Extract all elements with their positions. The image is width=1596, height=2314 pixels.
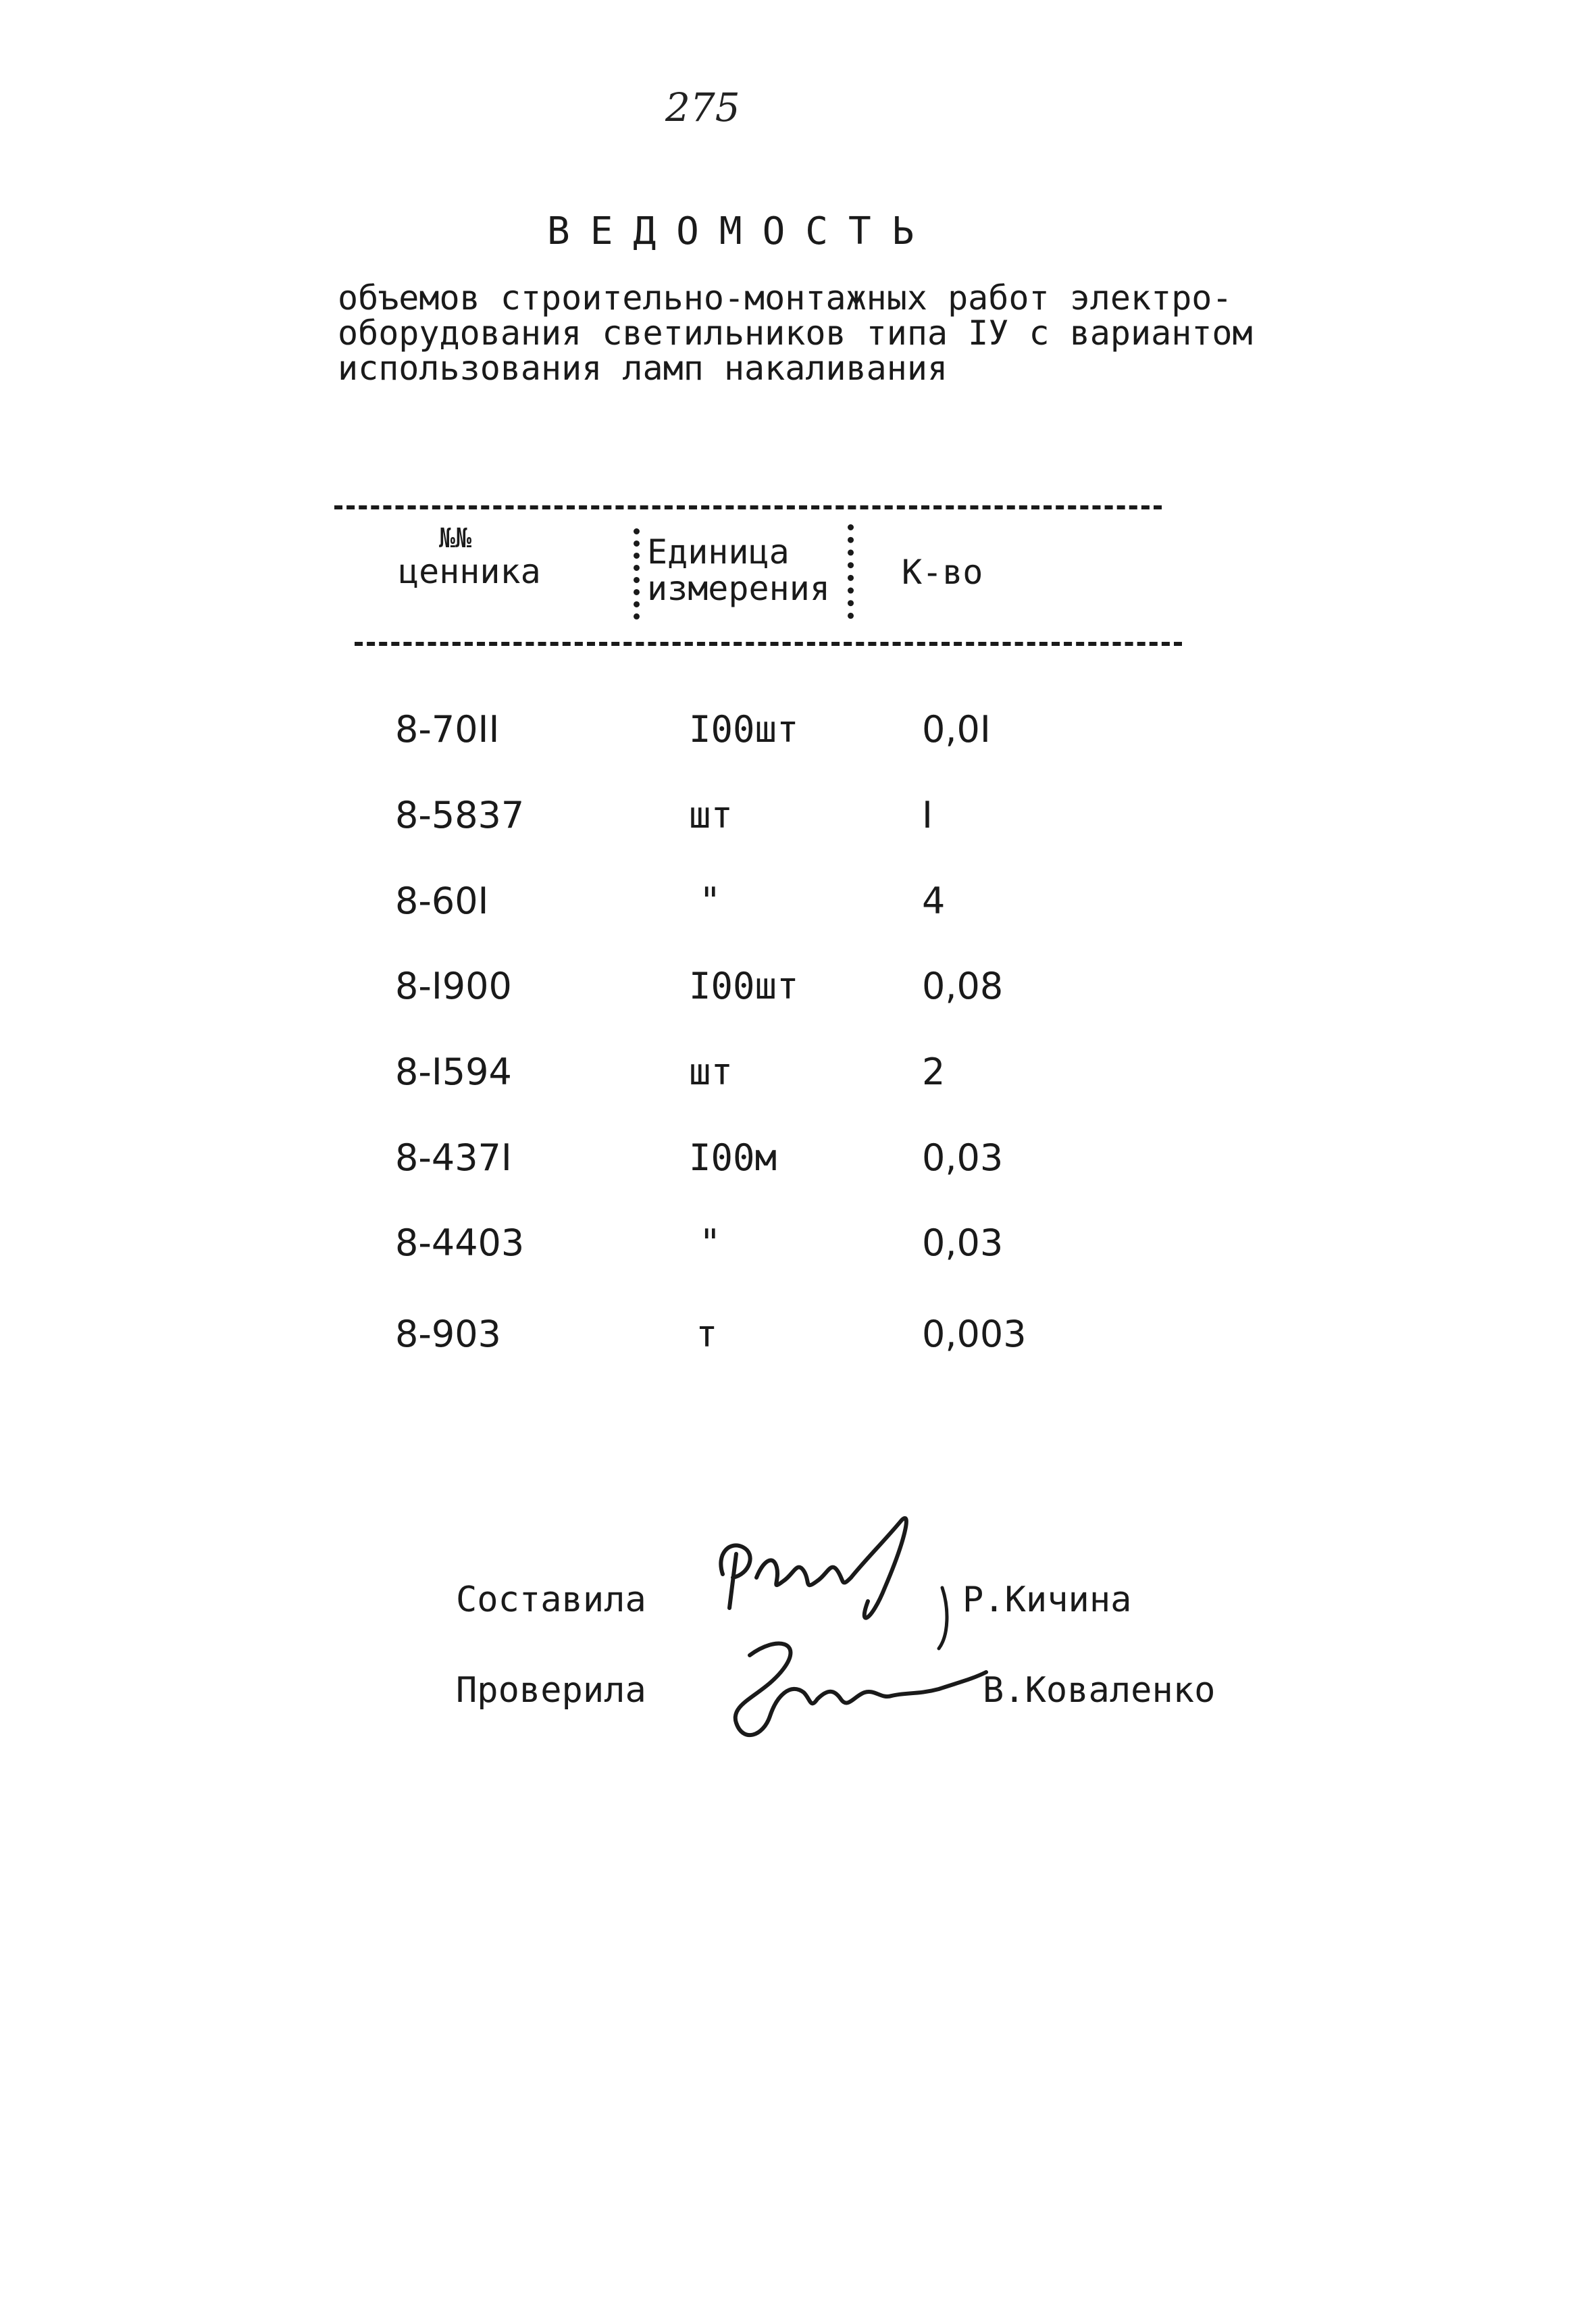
- header-divider-left: [634, 528, 640, 620]
- subtitle-line-2: оборудования светильников типа IУ с вариантом: [338, 313, 1253, 353]
- header-price-number-line1: №№: [439, 523, 472, 554]
- row-code: 8-I594: [395, 1051, 512, 1093]
- subtitle-line-1: объемов строительно-монтажных работ электро-: [338, 278, 1233, 318]
- row-unit: I00шт: [689, 708, 799, 751]
- row-qty: 0,08: [922, 965, 1004, 1007]
- row-qty: I: [922, 794, 933, 836]
- checked-by-name: В.Коваленко: [983, 1670, 1216, 1711]
- subtitle-line-3: использования ламп накаливания: [338, 349, 948, 388]
- row-unit: т: [696, 1313, 718, 1355]
- header-unit-line1: Единица: [647, 532, 790, 572]
- row-unit: ": [699, 880, 721, 922]
- document-subtitle: [338, 280, 1253, 386]
- row-code: 8-903: [395, 1313, 501, 1355]
- row-code: 8-4403: [395, 1222, 525, 1264]
- header-price-number-line2: ценника: [398, 552, 541, 591]
- row-qty: 0,03: [922, 1136, 1004, 1179]
- row-qty: 0,0I: [922, 708, 991, 751]
- row-qty: 4: [922, 880, 946, 922]
- header-quantity: К-во: [902, 553, 983, 592]
- row-code: 8-I900: [395, 965, 512, 1007]
- row-unit: I00м: [689, 1136, 777, 1179]
- row-unit: ": [699, 1222, 721, 1264]
- table-top-rule: [334, 505, 1162, 509]
- signature-checker: [716, 1615, 1000, 1750]
- document-title: ВЕДОМОСТЬ: [547, 209, 935, 253]
- row-qty: 0,003: [922, 1313, 1027, 1355]
- header-unit: [647, 534, 830, 607]
- header-divider-right: [848, 524, 854, 619]
- header-unit-line2: измерения: [647, 569, 830, 608]
- page-number: 275: [665, 84, 740, 130]
- row-code: 8-60I: [395, 880, 489, 922]
- header-price-number: [398, 524, 541, 590]
- compiled-by-label: Составила: [456, 1580, 646, 1620]
- row-unit: I00шт: [689, 965, 799, 1007]
- checked-by-label: Проверила: [456, 1670, 646, 1711]
- table-header-bottom-rule: [355, 642, 1182, 646]
- row-unit: шт: [689, 794, 733, 836]
- row-unit: шт: [689, 1051, 733, 1093]
- row-code: 8-437I: [395, 1136, 512, 1179]
- row-code: 8-5837: [395, 794, 525, 836]
- row-qty: 0,03: [922, 1222, 1004, 1264]
- row-qty: 2: [922, 1051, 946, 1093]
- row-code: 8-70II: [395, 708, 500, 751]
- compiled-by-name: Р.Кичина: [962, 1580, 1132, 1620]
